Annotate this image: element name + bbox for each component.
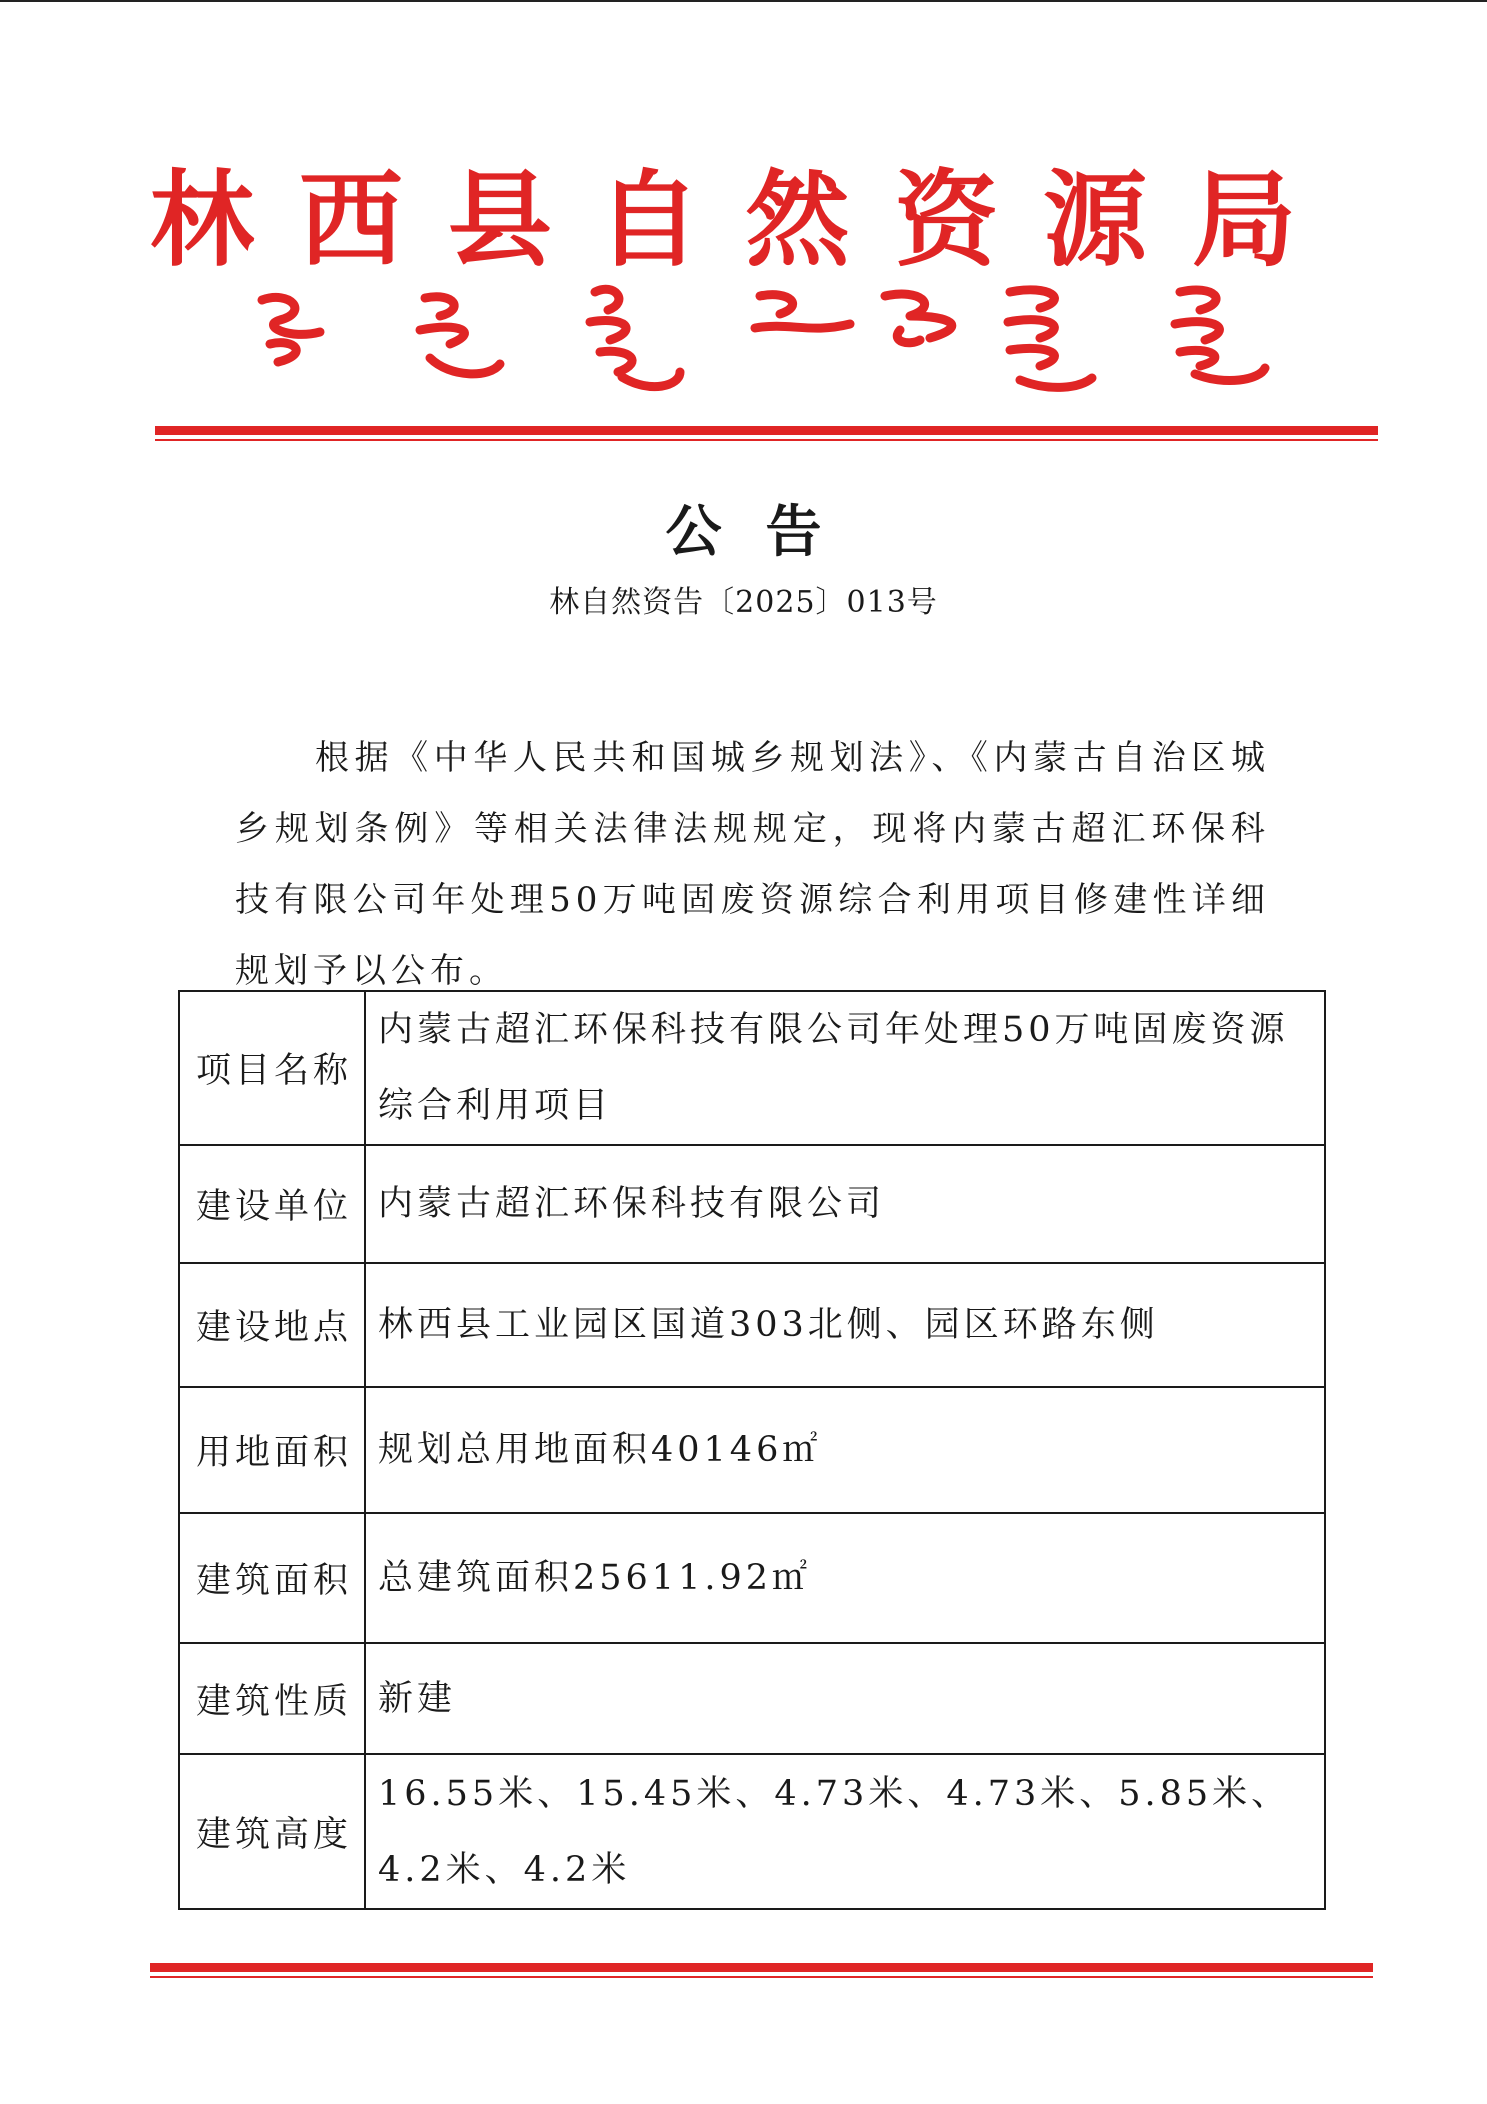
row-value-land-area: 规划总用地面积40146㎡ <box>365 1387 1325 1513</box>
table-row <box>179 1754 1325 1909</box>
table-row <box>179 1387 1325 1513</box>
row-value-building-nature: 新建 <box>365 1643 1325 1754</box>
row-label-construction-unit: 建设单位 <box>179 1145 365 1263</box>
mongolian-word-5 <box>885 294 952 343</box>
mongolian-word-6 <box>1008 290 1092 388</box>
notice-body-paragraph: 根据《中华人民共和国城乡规划法》、《内蒙古自治区城乡规划条例》等相关法律法规规定，现将内蒙古超汇环保科技有限公司年处理50万吨固废资源综合利用项目修建性详细规划予以公布。 <box>235 738 1270 991</box>
mongolian-word-2 <box>420 297 500 374</box>
row-label-land-area: 用地面积 <box>179 1387 365 1513</box>
table-row <box>179 991 1325 1145</box>
row-value-building-area: 总建筑面积25611.92㎡ <box>365 1513 1325 1643</box>
mongolian-word-4 <box>755 295 850 328</box>
mongolian-word-7 <box>1175 290 1265 381</box>
project-info-table <box>178 990 1326 1910</box>
row-label-construction-site: 建设地点 <box>179 1263 365 1387</box>
row-value-construction-unit: 内蒙古超汇环保科技有限公司 <box>365 1145 1325 1263</box>
row-value-project-name: 内蒙古超汇环保科技有限公司年处理50万吨固废资源综合利用项目 <box>365 991 1325 1145</box>
row-label-building-height: 建筑高度 <box>179 1754 365 1909</box>
header-red-rule <box>155 426 1378 441</box>
table-row <box>179 1513 1325 1643</box>
issuing-authority-title: 林西县自然资源局 <box>150 158 1300 281</box>
row-label-building-area: 建筑面积 <box>179 1513 365 1643</box>
document-number: 林自然资告〔2025〕013号 <box>549 585 938 620</box>
scan-top-edge <box>0 0 1487 2</box>
row-label-building-nature: 建筑性质 <box>179 1643 365 1754</box>
footer-red-rule <box>150 1963 1373 1978</box>
mongolian-word-1 <box>262 297 320 362</box>
mongolian-script-authority-name <box>250 282 1290 397</box>
mongolian-word-3 <box>590 289 680 386</box>
row-value-construction-site: 林西县工业园区国道303北侧、园区环路东侧 <box>365 1263 1325 1387</box>
table-row <box>179 1643 1325 1754</box>
table-row <box>179 1263 1325 1387</box>
notice-title: 公告 <box>665 499 866 565</box>
table-row <box>179 1145 1325 1263</box>
row-value-building-height: 16.55米、15.45米、4.73米、4.73米、5.85米、4.2米、4.2米 <box>365 1754 1325 1909</box>
row-label-project-name: 项目名称 <box>179 991 365 1145</box>
